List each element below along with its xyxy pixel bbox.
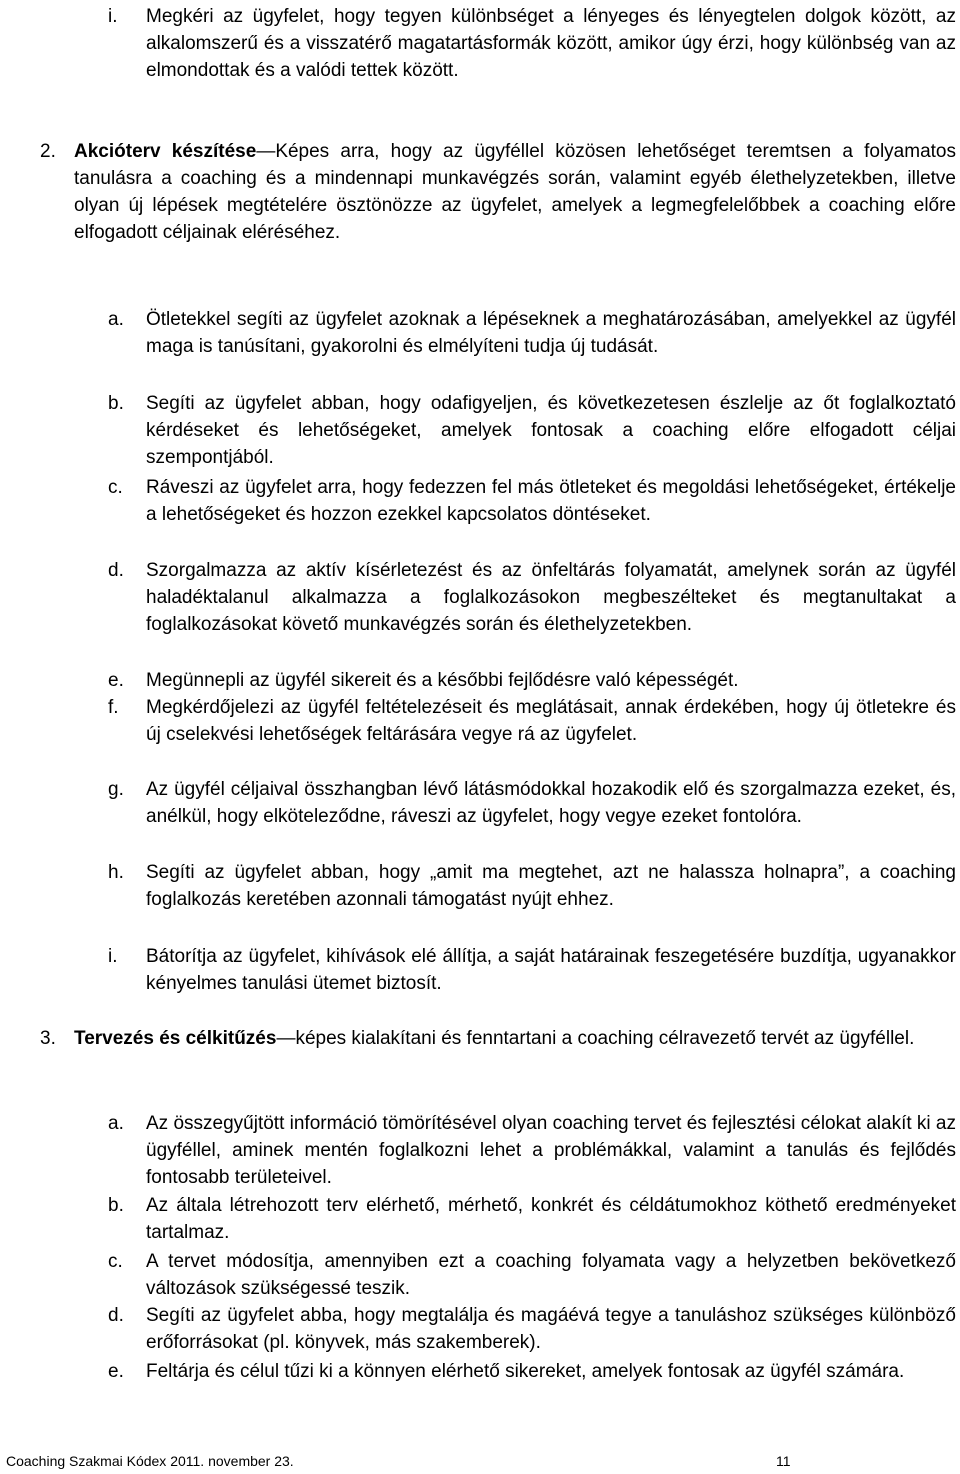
item-label: h. [108,862,124,883]
item-label: g. [108,779,124,800]
section-paragraph [74,1025,956,1052]
item-label: a. [108,309,124,330]
list-item: Megkérdőjelezi az ügyfél feltételezéseit és meglátásait, annak érdekében, hogy új ötletekre és új cselekvési lehetőségek feltárására vegye rá az ügyfelet. [146,697,956,745]
item-label: i. [108,6,118,27]
list-item: Ötletekkel segíti az ügyfelet azoknak a lépéseknek a meghatározásában, amelyekkel az ügyfél maga is tanúsítani, gyakorolni és elmélyíteni tudja új tudását. [146,309,956,357]
section-number: 3. [40,1028,56,1049]
item-label: c. [108,1251,123,1272]
section-number: 2. [40,141,56,162]
list-item: Az általa létrehozott terv elérhető, mérhető, konkrét és céldátumokhoz köthető eredményeket tartalmaz. [146,1195,956,1243]
item-label: e. [108,1361,124,1382]
list-item: Feltárja és célul tűzi ki a könnyen elérhető sikereket, amelyek fontosak az ügyfél számára. [146,1361,905,1382]
section-paragraph [74,138,956,246]
footer-title: Coaching Szakmai Kódex 2011. november 23. [6,1453,294,1469]
list-item: Megkéri az ügyfelet, hogy tegyen különbséget a lényeges és lényegtelen dolgok között, az alkalomszerű és a visszatérő magatartásformák között, amikor úgy érzi, hogy különbség van az elmondottak és a valódi tettek között. [146,6,956,81]
item-label: e. [108,670,124,691]
item-label: d. [108,560,124,581]
list-item: Az ügyfél céljaival összhangban lévő látásmódokkal hozakodik elő és szorgalmazza ezeket, és, anélkül, hogy elköteleződne, ráveszi az ügyfelet, hogy vegye ezeket fontolóra. [146,779,956,827]
list-item: Bátorítja az ügyfelet, kihívások elé állítja, a saját határainak feszegetésére buzdítja, ugyanakkor kényelmes tanulási ütemet biztosít. [146,946,956,994]
item-label: i. [108,946,118,967]
section-title: Tervezés és célkitűzés [74,1028,277,1049]
section-text: Képes arra, hogy az ügyféllel közösen lehetőséget teremtsen a folyamatos tanulásra a coaching és a mindennapi munkavégzés során, valamint egyéb élethelyzetekben, illetve olyan új lépések megtételére ösztönözze az ügyfelet, amelyek a legmegfelelőbbek a coaching előre elfogadott céljainak eléréséhez. [74,141,956,243]
list-item: Szorgalmazza az aktív kísérletezést és az önfeltárás folyamatát, amelynek során az ügyfél haladéktalanul alkalmazza a foglalkozásokon megbeszélteket és megtanultakat a foglalkozásokat követő munkavégzés során és élethelyzetekben. [146,560,956,635]
item-label: a. [108,1113,124,1134]
item-label: d. [108,1305,124,1326]
list-item: Megünnepli az ügyfél sikereit és a későbbi fejlődésre való képességét. [146,670,739,691]
em-dash: — [276,1028,296,1049]
page-number: 11 [776,1453,791,1469]
list-item: Segíti az ügyfelet abba, hogy megtalálja és magáévá tegye a tanuláshoz szükséges különböző erőforrásokat (pl. könyvek, más szakemberek). [146,1305,956,1353]
item-label: b. [108,393,124,414]
list-item: Ráveszi az ügyfelet arra, hogy fedezzen fel más ötleteket és megoldási lehetőségeket, értékelje a lehetőségeket és hozzon ezekkel kapcsolatos döntéseket. [146,477,956,525]
list-item: Segíti az ügyfelet abban, hogy „amit ma megtehet, azt ne halassza holnapra”, a coaching foglalkozás keretében azonnali támogatást nyújt ehhez. [146,862,956,910]
em-dash: — [256,141,276,162]
item-label: f. [108,697,119,718]
list-item: A tervet módosítja, amennyiben ezt a coaching folyamata vagy a helyzetben bekövetkező változások szükségessé teszik. [146,1251,956,1299]
list-item: Az összegyűjtött információ tömörítésével olyan coaching tervet és fejlesztési célokat alakít ki az ügyféllel, aminek mentén foglalkozni lehet a problémákkal, valamint a tanulás és fejlődés fontosabb területeivel. [146,1113,956,1188]
item-label: c. [108,477,123,498]
list-item: Segíti az ügyfelet abban, hogy odafigyeljen, és következetesen észlelje az őt foglalkoztató kérdéseket és lehetőségeket, amelyek fontosak a coaching előre elfogadott céljai szempontjából. [146,393,956,468]
section-text: képes kialakítani és fenntartani a coaching célravezető tervét az ügyféllel. [295,1028,915,1049]
section-title: Akcióterv készítése [74,141,257,162]
item-label: b. [108,1195,124,1216]
